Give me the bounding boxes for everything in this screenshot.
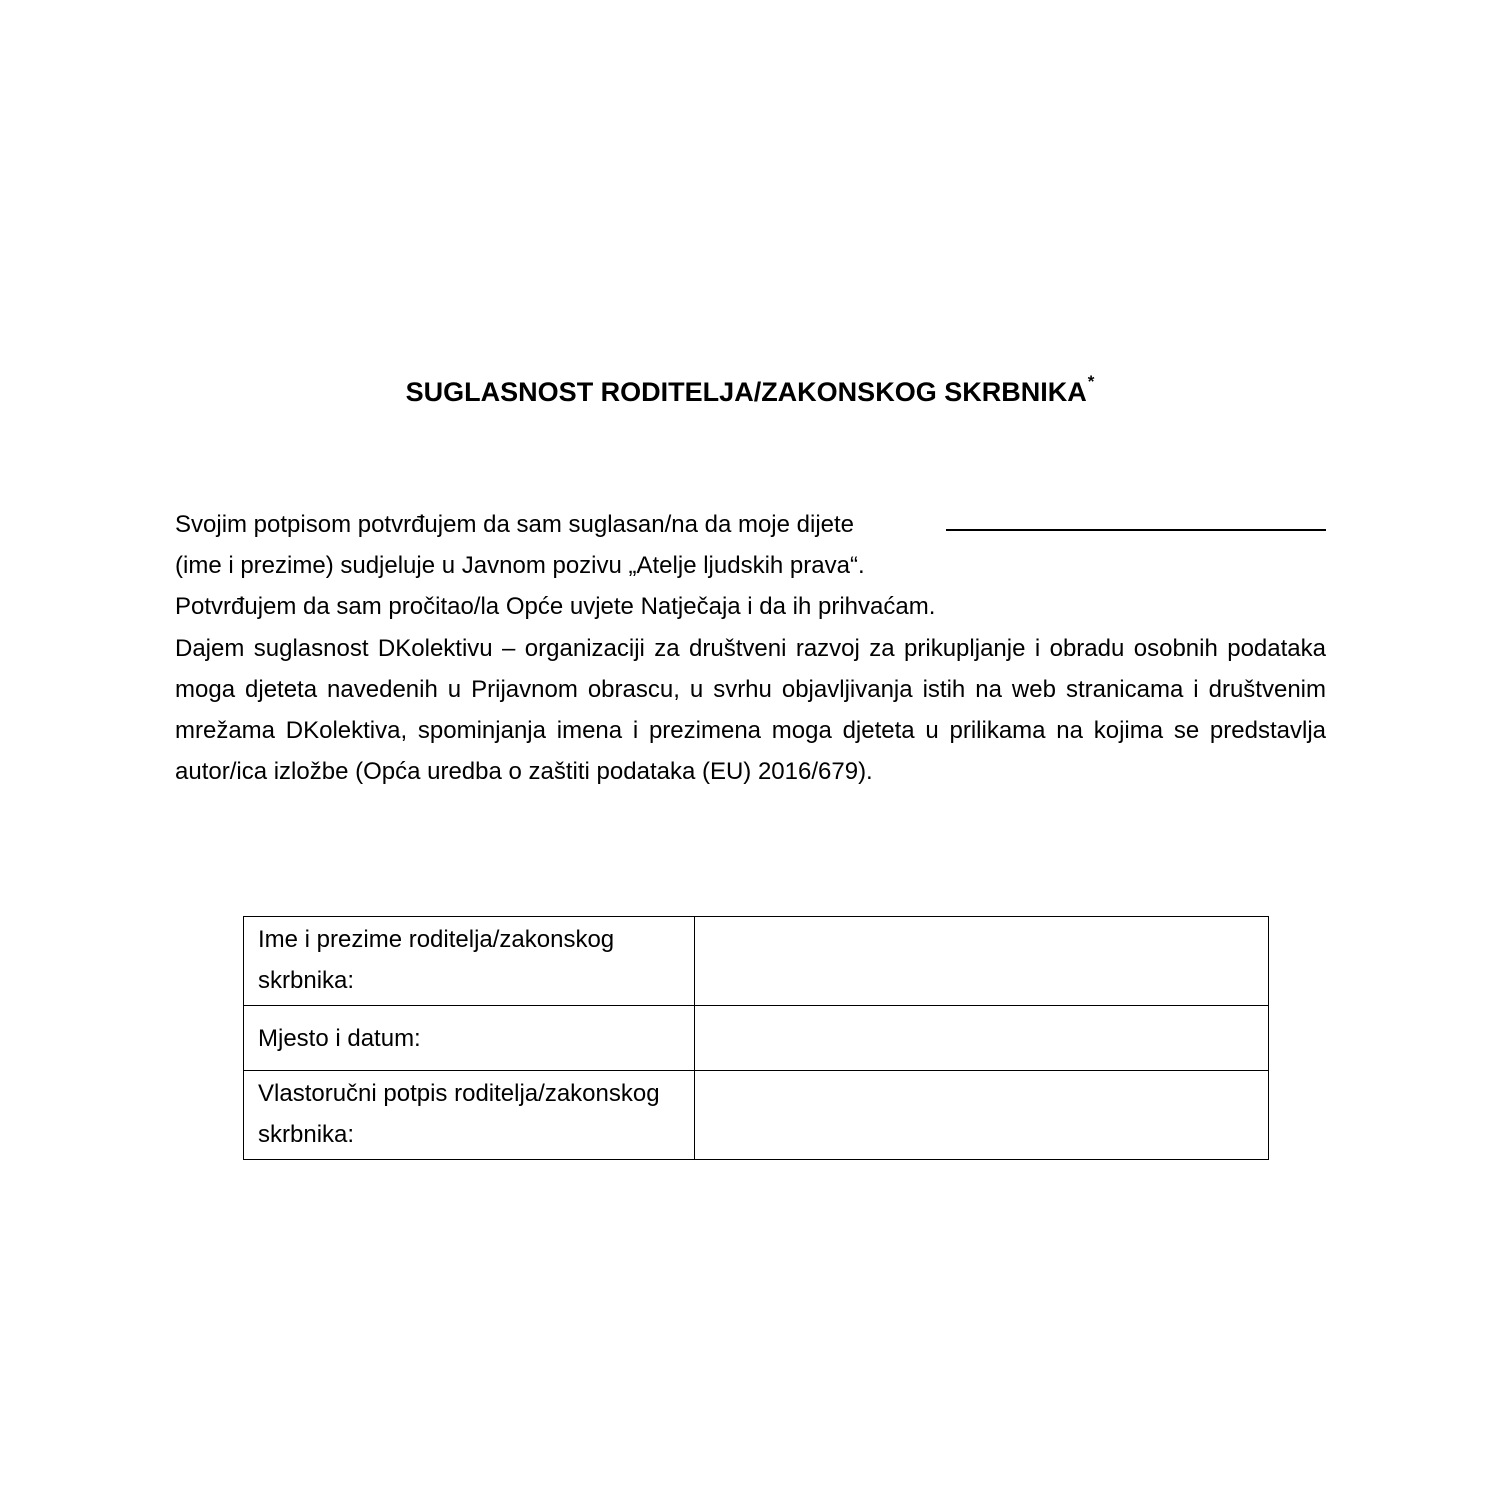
- signature-table: [243, 916, 1269, 1160]
- place-date-label: Mjesto i datum:: [244, 1006, 695, 1071]
- signature-field[interactable]: [695, 1071, 1269, 1160]
- parent-name-field[interactable]: [695, 917, 1269, 1006]
- table-row: [244, 917, 1269, 1006]
- data-processing-consent: Dajem suglasnost DKolektivu – organizaciji za društveni razvoj za prikupljanje i obradu osobnih podataka moga djeteta navedenih u Prijavnom obrascu, u svrhu objavljivanja istih na web stranicama i društvenim mrežama DKolektiva, spominjanja imena i prezimena moga djeteta u prilikama na kojima se predstavlja autor/ica izložbe (Opća uredba o zaštiti podataka (EU) 2016/679).: [175, 634, 1326, 786]
- child-name-blank[interactable]: [946, 503, 1326, 531]
- place-date-field[interactable]: [695, 1006, 1269, 1071]
- title-footnote-mark: *: [1087, 372, 1095, 391]
- table-row: [244, 1071, 1269, 1160]
- parent-name-label: Ime i prezime roditelja/zakonskog skrbnika:: [244, 917, 695, 1006]
- consent-line-1-text: Svojim potpisom potvrđujem da sam suglasan/na da moje dijete: [175, 511, 855, 538]
- document-title: [0, 372, 1500, 412]
- document-title-text: SUGLASNOST RODITELJA/ZAKONSKOG SKRBNIKA: [405, 377, 1087, 407]
- table-row: [244, 1006, 1269, 1071]
- consent-line-2: (ime i prezime) sudjeluje u Javnom pozivu „Atelje ljudskih prava“.: [175, 552, 865, 580]
- signature-label: Vlastoručni potpis roditelja/zakonskog skrbnika:: [244, 1071, 695, 1160]
- terms-confirmation: Potvrđujem da sam pročitao/la Opće uvjete Natječaja i da ih prihvaćam.: [175, 593, 936, 621]
- consent-line-1: [175, 504, 1326, 545]
- consent-body: [175, 504, 1326, 792]
